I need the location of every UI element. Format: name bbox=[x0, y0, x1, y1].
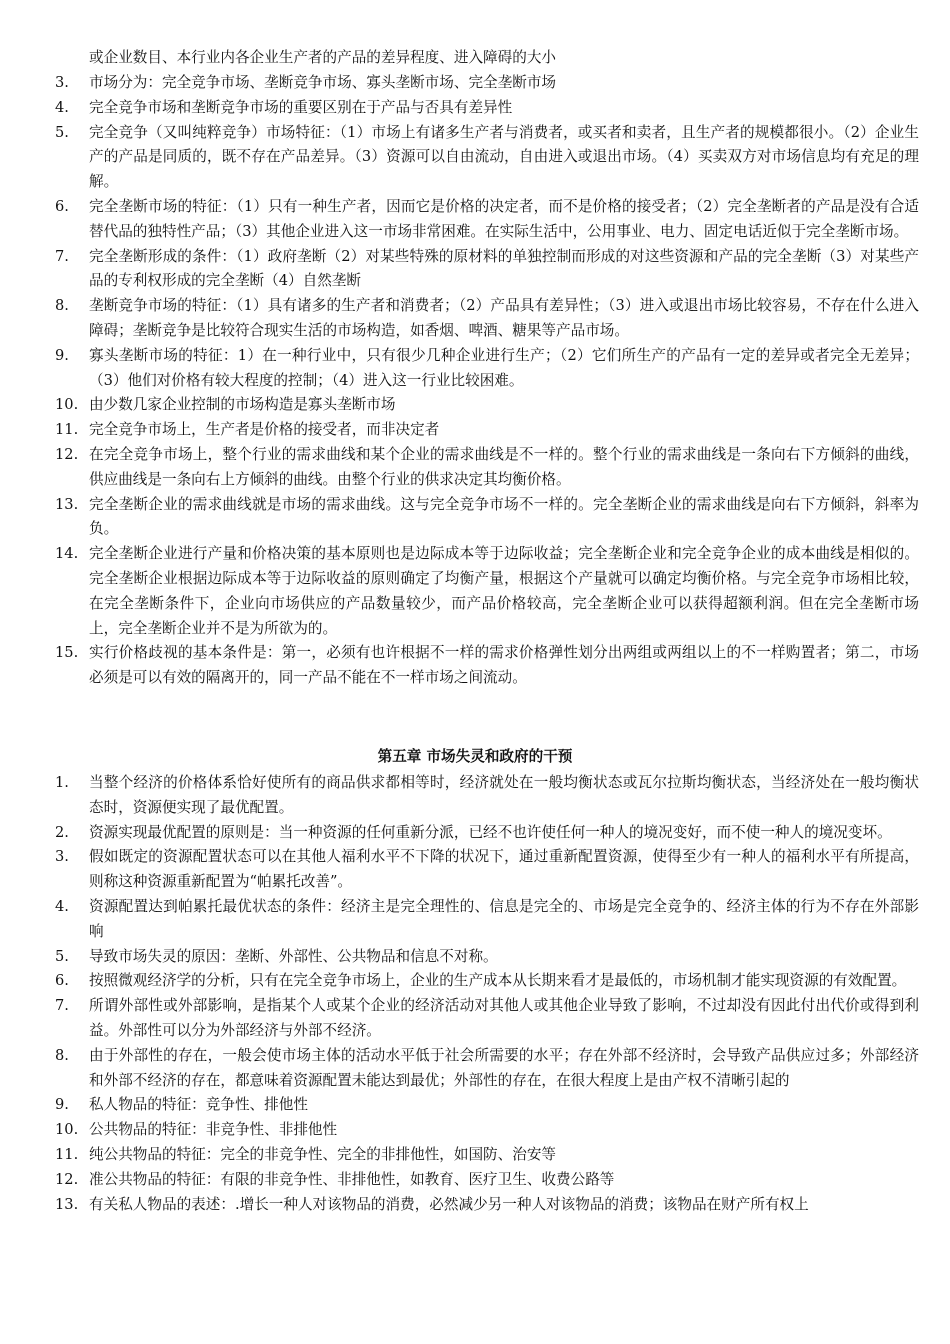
item-text: 由少数几家企业控制的市场构造是寡头垄断市场 bbox=[89, 396, 396, 414]
list-item bbox=[0, 542, 919, 641]
item-text: 完全垄断企业的需求曲线就是市场的需求曲线。这与完全竞争市场不一样的。完全垄断企业的需求曲线是向右下方倾斜，斜率为负。 bbox=[89, 495, 919, 538]
item-text: 假如既定的资源配置状态可以在其他人福利水平不下降的状况下，通过重新配置资源，使得至少有一种人的福利水平有所提高，则称这种资源重新配置为“帕累托改善”。 bbox=[89, 848, 919, 891]
list-item bbox=[0, 821, 919, 846]
item-number: 6. bbox=[55, 197, 69, 215]
item-number: 6. bbox=[55, 972, 69, 990]
item-number: 10. bbox=[55, 1121, 79, 1139]
item-text: 完全垄断企业进行产量和价格决策的基本原则也是边际成本等于边际收益；完全垄断企业和完全竞争企业的成本曲线是相似的。完全垄断企业根据边际成本等于边际收益的原则确定了均衡产量，根据这个产量就可以确定均衡价格。与完全竞争市场相比较，在完全垄断条件下，企业向市场供应的产品数量较少，而产品价格较高，完全垄断企业可以获得超额利润。但在完全垄断市场上，完全垄断企业并不是为所欲为的。 bbox=[89, 545, 919, 637]
item-text: 公共物品的特征：非竞争性、非排他性 bbox=[89, 1121, 338, 1139]
item-number: 11. bbox=[55, 421, 79, 439]
market-structure-list bbox=[0, 71, 950, 691]
list-item bbox=[0, 945, 919, 970]
item-number: 1. bbox=[55, 774, 69, 791]
item-text: 寡头垄断市场的特征：1）在一种行业中，只有很少几种企业进行生产；（2）它们所生产的产品有一定的差异或者完全无差异；（3）他们对价格有较大程度的控制；（4）进入这一行业比较困难。 bbox=[89, 346, 919, 389]
item-number: 8. bbox=[55, 297, 69, 315]
item-text: 完全竞争市场和垄断竞争市场的重要区别在于产品与否具有差异性 bbox=[89, 98, 513, 116]
item-number: 4. bbox=[55, 897, 69, 915]
item-text: 垄断竞争市场的特征：（1）具有诸多的生产者和消费者；（2）产品具有差异性；（3）进入或退出市场比较容易，不存在什么进入障碍；垄断竞争是比较符合现实生活的市场构造，如香烟、啤酒、糖果等产品市场。 bbox=[89, 297, 919, 339]
list-item bbox=[0, 195, 919, 245]
item-number: 3. bbox=[55, 848, 69, 866]
list-item bbox=[0, 493, 919, 543]
list-item bbox=[0, 1044, 919, 1094]
item-number: 8. bbox=[55, 1046, 69, 1064]
item-number: 11. bbox=[55, 1145, 79, 1163]
list-item bbox=[0, 641, 919, 691]
item-text: 资源实现最优配置的原则是：当一种资源的任何重新分派，已经不也许使任何一种人的境况变好，而不使一种人的境况变坏。 bbox=[89, 823, 892, 841]
item-number: 14. bbox=[55, 545, 79, 563]
item-text: 完全竞争（又叫纯粹竞争）市场特征：（1）市场上有诸多生产者与消费者，或买者和卖者，且生产者的规模都很小。（2）企业生产的产品是同质的，既不存在产品差异。（3）资源可以自由流动，自由进入或退出市场。（4）买卖双方对市场信息均有充足的理解。 bbox=[89, 123, 919, 191]
list-item bbox=[0, 1093, 919, 1118]
item-text: 导致市场失灵的原因：垄断、外部性、公共物品和信息不对称。 bbox=[89, 947, 498, 965]
list-item bbox=[0, 418, 919, 443]
item-text: 准公共物品的特征：有限的非竞争性、非排他性，如教育、医疗卫生、收费公路等 bbox=[89, 1170, 615, 1188]
list-item bbox=[0, 121, 919, 195]
list-item bbox=[0, 1118, 919, 1143]
list-item bbox=[0, 771, 919, 821]
item-text: 在完全竞争市场上，整个行业的需求曲线和某个企业的需求曲线是不一样的。整个行业的需求曲线是一条向右下方倾斜的曲线，供应曲线是一条向右上方倾斜的曲线。由整个行业的供求决定其均衡价格。 bbox=[89, 445, 919, 488]
item-number: 3. bbox=[55, 74, 69, 91]
item-number: 7. bbox=[55, 247, 69, 265]
list-item bbox=[0, 71, 919, 96]
market-failure-list bbox=[0, 771, 950, 1217]
item-number: 12. bbox=[55, 445, 79, 463]
continuation-text: 或企业数目、本行业内各企业生产者的产品的差异程度、进入障碍的大小 bbox=[89, 49, 557, 66]
item-text: 私人物品的特征：竞争性、排他性 bbox=[89, 1096, 308, 1114]
item-text: 实行价格歧视的基本条件是：第一，必须有也许根据不一样的需求价格弹性划分出两组或两组以上的不一样购置者；第二，市场必须是可以有效的隔离开的，同一产品不能在不一样市场之间流动。 bbox=[89, 644, 919, 687]
item-text: 按照微观经济学的分析，只有在完全竞争市场上，企业的生产成本从长期来看才是最低的，市场机制才能实现资源的有效配置。 bbox=[89, 972, 907, 990]
list-item bbox=[0, 994, 919, 1044]
item-number: 15. bbox=[55, 644, 79, 662]
item-number: 2. bbox=[55, 823, 69, 841]
item-number: 13. bbox=[55, 1195, 79, 1213]
list-item bbox=[0, 393, 919, 418]
item-number: 4. bbox=[55, 98, 69, 116]
item-number: 10. bbox=[55, 396, 79, 414]
item-text: 纯公共物品的特征：完全的非竞争性、完全的非排他性，如国防、治安等 bbox=[89, 1145, 557, 1163]
list-item bbox=[0, 1168, 919, 1193]
list-item bbox=[0, 294, 919, 344]
item-number: 9. bbox=[55, 346, 69, 364]
list-item bbox=[0, 1143, 919, 1168]
item-text: 由于外部性的存在，一般会使市场主体的活动水平低于社会所需要的水平；存在外部不经济时，会导致产品供应过多；外部经济和外部不经济的存在，都意味着资源配置未能达到最优；外部性的存在，在很大程度上是由产权不清晰引起的 bbox=[89, 1046, 919, 1089]
chapter-title: 第五章 市场失灵和政府的干预 bbox=[377, 748, 573, 765]
item-text: 完全垄断形成的条件：（1）政府垄断（2）对某些特殊的原材料的单独控制而形成的对这些资源和产品的完全垄断（3）对某些产品的专利权形成的完全垄断（4）自然垄断 bbox=[89, 247, 919, 290]
list-item bbox=[0, 245, 919, 295]
item-text: 有关私人物品的表述：.增长一种人对该物品的消费，必然减少另一种人对该物品的消费；该物品在财产所有权上 bbox=[89, 1195, 809, 1213]
item-number: 7. bbox=[55, 997, 69, 1015]
list-item bbox=[0, 443, 919, 493]
item-number: 5. bbox=[55, 123, 69, 141]
item-text: 所谓外部性或外部影响，是指某个人或某个企业的经济活动对其他人或其他企业导致了影响，不过却没有因此付出代价或得到利益。外部性可以分为外部经济与外部不经济。 bbox=[89, 997, 919, 1039]
list-item bbox=[0, 895, 919, 945]
item-number: 12. bbox=[55, 1170, 79, 1188]
item-text: 当整个经济的价格体系恰好使所有的商品供求都相等时，经济就处在一般均衡状态或瓦尔拉斯均衡状态，当经济处在一般均衡状态时，资源便实现了最优配置。 bbox=[89, 774, 919, 816]
list-item bbox=[0, 1193, 919, 1218]
item-text: 市场分为：完全竞争市场、垄断竞争市场、寡头垄断市场、完全垄断市场 bbox=[89, 74, 557, 91]
item-number: 5. bbox=[55, 947, 69, 965]
list-item bbox=[0, 969, 919, 994]
item-text: 资源配置达到帕累托最优状态的条件：经济主是完全理性的、信息是完全的、市场是完全竞争的、经济主体的行为不存在外部影响 bbox=[89, 897, 919, 940]
item-number: 9. bbox=[55, 1096, 69, 1114]
list-item bbox=[0, 344, 919, 394]
list-item bbox=[0, 845, 919, 895]
item-text: 完全竞争市场上，生产者是价格的接受者，而非决定者 bbox=[89, 421, 440, 439]
item-number: 13. bbox=[55, 495, 79, 513]
item-text: 完全垄断市场的特征：（1）只有一种生产者，因而它是价格的决定者，而不是价格的接受者；（2）完全垄断者的产品是没有合适替代品的独特性产品；（3）其他企业进入这一市场非常困难。在实际生活中，公用事业、电力、固定电话近似于完全垄断市场。 bbox=[89, 197, 919, 240]
list-item bbox=[0, 96, 919, 121]
